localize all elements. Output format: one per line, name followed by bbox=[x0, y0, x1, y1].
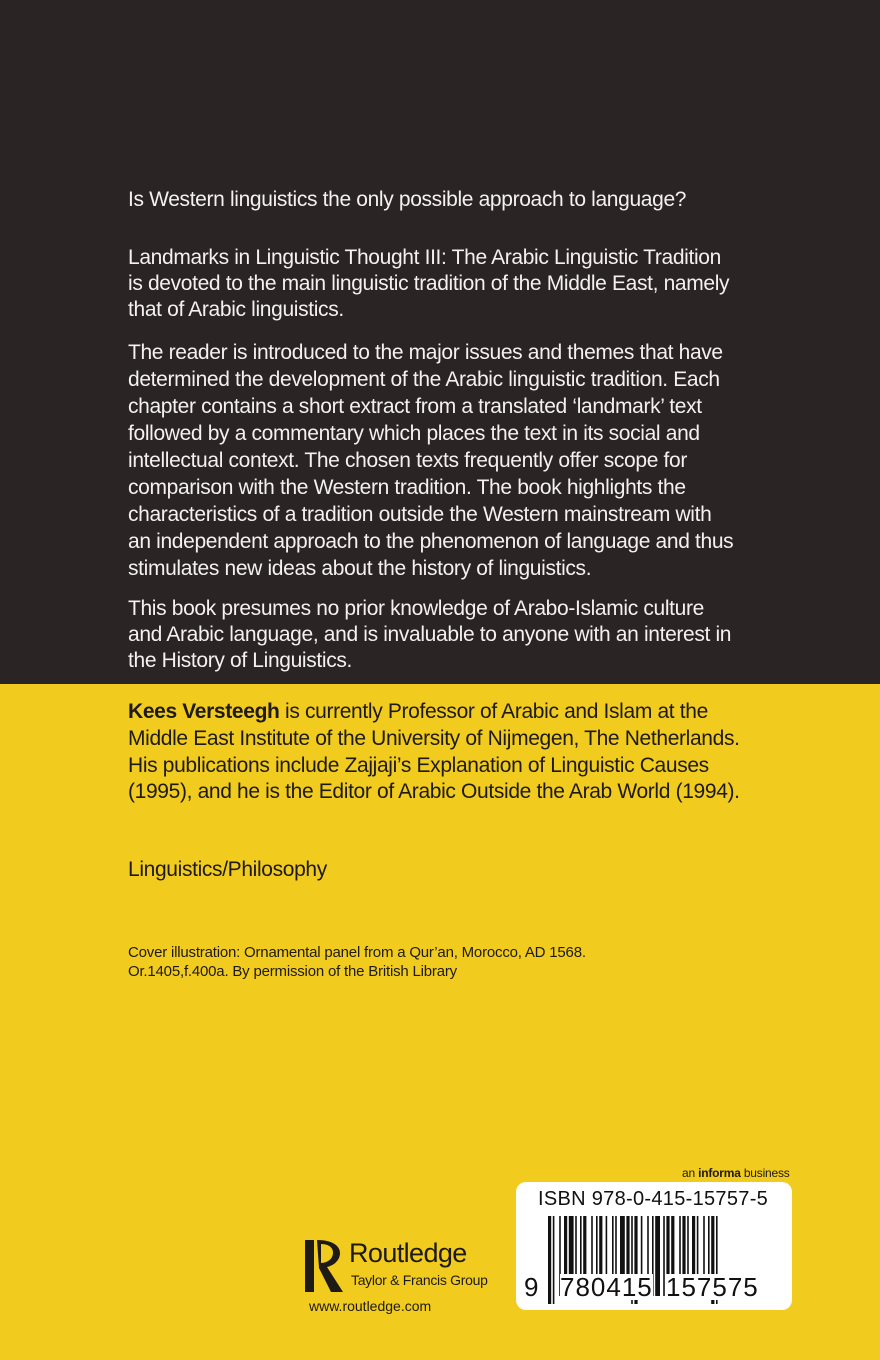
barcode-digits-right: 157575 bbox=[666, 1272, 759, 1302]
blurb-line: and Arabic language, and is invaluable to anyone with an interest in bbox=[128, 623, 732, 646]
publisher-name: Routledge bbox=[349, 1238, 467, 1268]
blurb-line: comparison with the Western tradition. The book highlights the bbox=[128, 476, 686, 499]
isbn-label: ISBN 978-0-415-15757-5 bbox=[538, 1188, 769, 1210]
blurb-line: is devoted to the main linguistic tradition of the Middle East, namely bbox=[128, 272, 730, 295]
blurb-line: an independent approach to the phenomenon of language and thus bbox=[128, 530, 734, 553]
barcode-bar bbox=[655, 1216, 660, 1296]
blurb-line: chapter contains a short extract from a translated ‘landmark’ text bbox=[128, 395, 702, 418]
informa-bold: informa bbox=[698, 1166, 741, 1180]
isbn-barcode bbox=[516, 1182, 792, 1310]
routledge-logo-icon bbox=[305, 1240, 347, 1299]
blurb-line: followed by a commentary which places the text in its social and bbox=[128, 422, 700, 445]
publisher-group: Taylor & Francis Group bbox=[351, 1272, 488, 1288]
blurb-line: that of Arabic linguistics. bbox=[128, 298, 344, 321]
blurb-line: stimulates new ideas about the history of linguistics. bbox=[128, 557, 592, 580]
blurb-line: the History of Linguistics. bbox=[128, 649, 352, 672]
blurb-line: Landmarks in Linguistic Thought III: The Arabic Linguistic Tradition bbox=[128, 246, 721, 269]
author-line: Middle East Institute of the University of Nijmegen, The Netherlands. bbox=[128, 727, 740, 750]
author-text: is currently Professor of Arabic and Islam at the bbox=[279, 700, 708, 723]
barcode-digits-left: 780415 bbox=[560, 1272, 653, 1302]
author-line bbox=[128, 700, 708, 724]
blurb-line: This book presumes no prior knowledge of Arabo-Islamic culture bbox=[128, 597, 704, 620]
blurb-line: intellectual context. The chosen texts frequently offer scope for bbox=[128, 449, 687, 472]
barcode-bar bbox=[663, 1216, 665, 1296]
informa-suffix: business bbox=[740, 1166, 790, 1180]
blurb-question: Is Western linguistics the only possible approach to language? bbox=[128, 188, 687, 211]
author-line: His publications include Zajjaji’s Explanation of Linguistic Causes bbox=[128, 754, 709, 777]
author-name: Kees Versteegh bbox=[128, 700, 280, 723]
author-line: (1995), and he is the Editor of Arabic Outside the Arab World (1994). bbox=[128, 780, 740, 803]
blurb-line: characteristics of a tradition outside the Western mainstream with bbox=[128, 503, 712, 526]
cover-credit-line: Or.1405,f.400a. By permission of the British Library bbox=[128, 963, 457, 980]
barcode-bar bbox=[553, 1216, 555, 1304]
subject-category: Linguistics/Philosophy bbox=[128, 858, 327, 881]
barcode-bar bbox=[548, 1216, 551, 1304]
cover-credit-line: Cover illustration: Ornamental panel from a Qur’an, Morocco, AD 1568. bbox=[128, 944, 586, 961]
informa-tagline bbox=[682, 1166, 790, 1180]
publisher-url[interactable]: www.routledge.com bbox=[309, 1298, 432, 1314]
blurb-line: determined the development of the Arabic linguistic tradition. Each bbox=[128, 368, 720, 391]
barcode-digit-first: 9 bbox=[524, 1272, 539, 1302]
blurb-line: The reader is introduced to the major issues and themes that have bbox=[128, 341, 723, 364]
informa-prefix: an bbox=[682, 1166, 699, 1180]
